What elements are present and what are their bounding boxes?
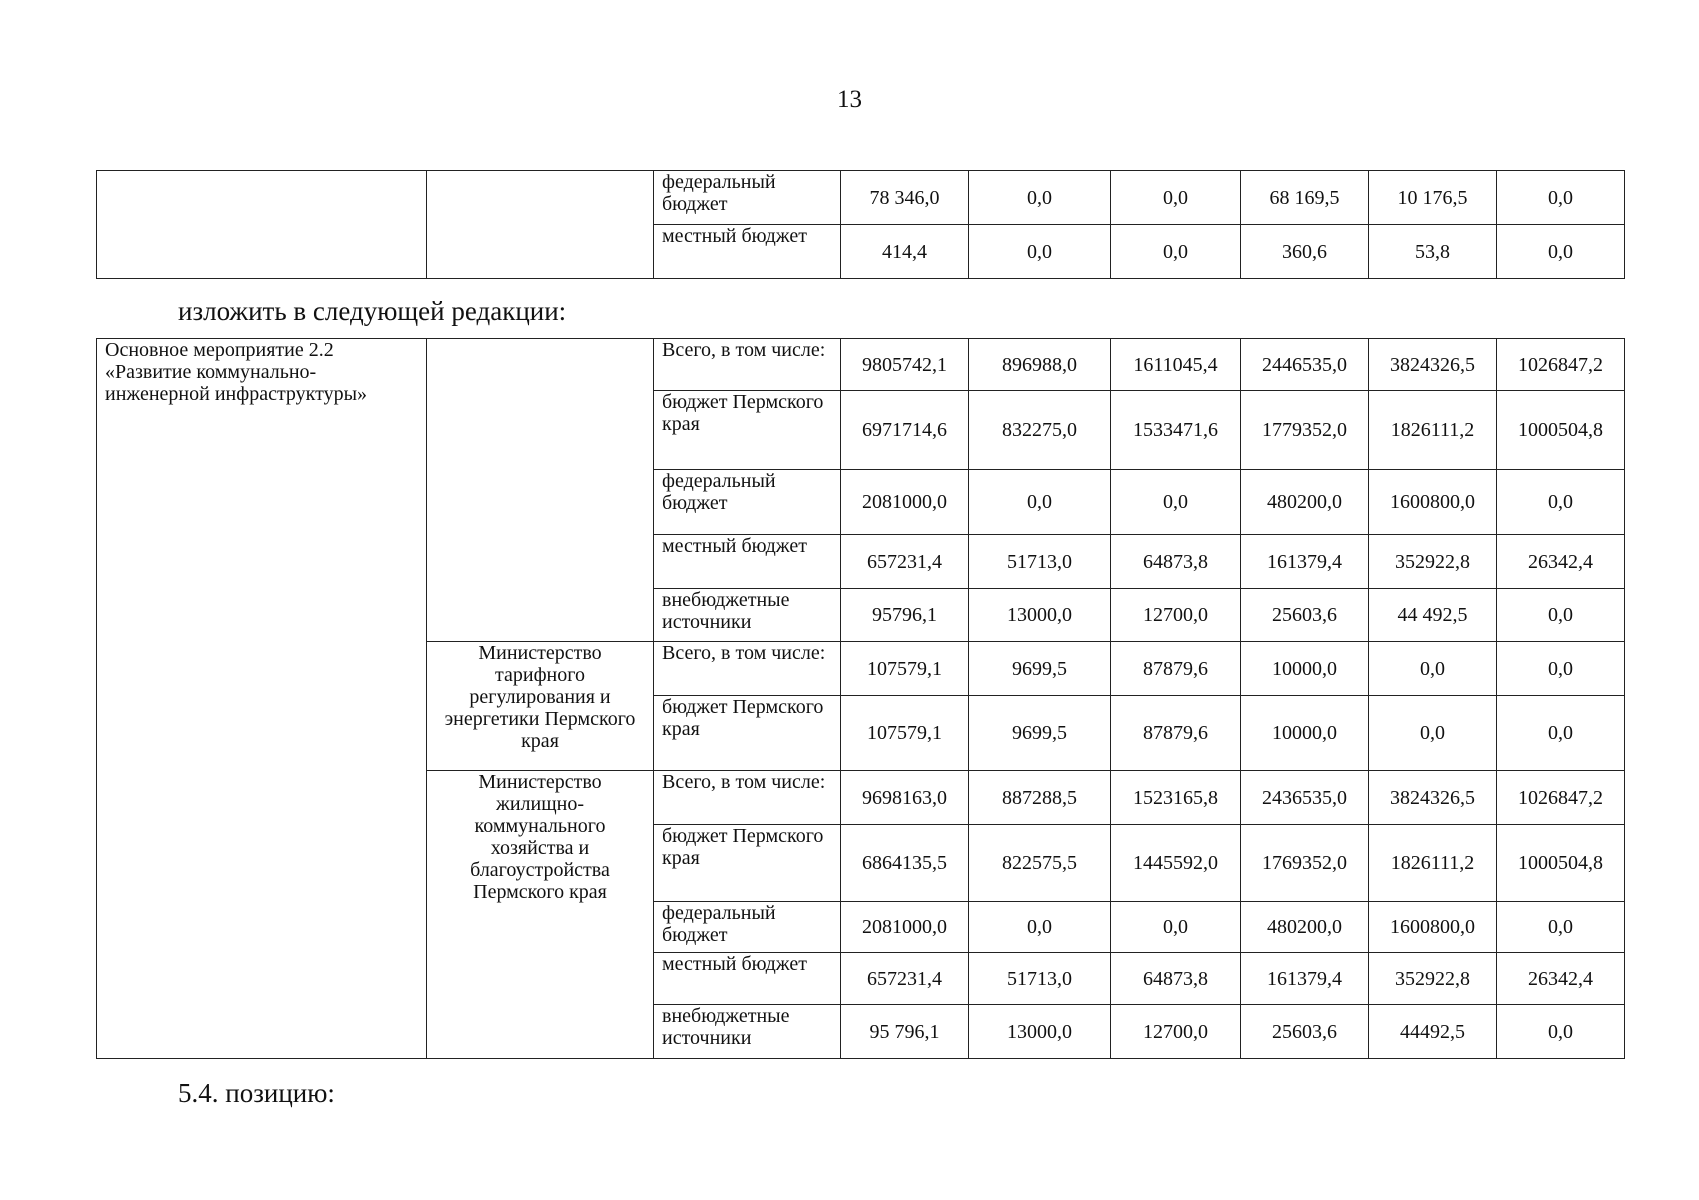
value-cell: 12700,0: [1111, 589, 1241, 642]
value-cell: 2436535,0: [1241, 771, 1369, 825]
value-cell: 44492,5: [1369, 1005, 1497, 1059]
value-cell: 2081000,0: [841, 470, 969, 535]
value-cell: 0,0: [1497, 225, 1625, 279]
table-row: [97, 171, 1625, 225]
value-cell: 26342,4: [1497, 535, 1625, 589]
value-cell: 13000,0: [969, 589, 1111, 642]
value-cell: 51713,0: [969, 535, 1111, 589]
value-cell: 352922,8: [1369, 535, 1497, 589]
funding-source: бюджет Пермского края: [654, 825, 841, 902]
value-cell: 161379,4: [1241, 953, 1369, 1005]
funding-source: внебюджетные источники: [654, 1005, 841, 1059]
value-cell: 0,0: [1497, 696, 1625, 771]
value-cell: 87879,6: [1111, 642, 1241, 696]
funding-source: местный бюджет: [654, 225, 841, 279]
funding-source: федеральный бюджет: [654, 902, 841, 953]
value-cell: 25603,6: [1241, 1005, 1369, 1059]
value-cell: 9699,5: [969, 696, 1111, 771]
value-cell: 0,0: [969, 225, 1111, 279]
funding-source: федеральный бюджет: [654, 470, 841, 535]
value-cell: 0,0: [1497, 642, 1625, 696]
paragraph-section: 5.4. позицию:: [178, 1078, 335, 1108]
value-cell: 10 176,5: [1369, 171, 1497, 225]
value-cell: 480200,0: [1241, 470, 1369, 535]
value-cell: 3824326,5: [1369, 339, 1497, 391]
funding-source: внебюджетные источники: [654, 589, 841, 642]
value-cell: 51713,0: [969, 953, 1111, 1005]
value-cell: 657231,4: [841, 535, 969, 589]
value-cell: 0,0: [1111, 171, 1241, 225]
value-cell: 1600800,0: [1369, 902, 1497, 953]
value-cell: 25603,6: [1241, 589, 1369, 642]
value-cell: 87879,6: [1111, 696, 1241, 771]
value-cell: 0,0: [1111, 225, 1241, 279]
value-cell: 26342,4: [1497, 953, 1625, 1005]
value-cell: 0,0: [1497, 902, 1625, 953]
value-cell: 2081000,0: [841, 902, 969, 953]
value-cell: 10000,0: [1241, 642, 1369, 696]
funding-source: федеральный бюджет: [654, 171, 841, 225]
value-cell: 0,0: [969, 902, 1111, 953]
value-cell: 1769352,0: [1241, 825, 1369, 902]
value-cell: 107579,1: [841, 696, 969, 771]
paragraph-new-wording: изложить в следующей редакции:: [178, 296, 567, 326]
funding-source: местный бюджет: [654, 953, 841, 1005]
table-row: [97, 339, 1625, 391]
value-cell: 1445592,0: [1111, 825, 1241, 902]
budget-table: [96, 338, 1625, 1059]
value-cell: 44 492,5: [1369, 589, 1497, 642]
funding-source: Всего, в том числе:: [654, 642, 841, 696]
value-cell: 822575,5: [969, 825, 1111, 902]
value-cell: 360,6: [1241, 225, 1369, 279]
value-cell: 0,0: [1111, 902, 1241, 953]
value-cell: 657231,4: [841, 953, 969, 1005]
value-cell: 832275,0: [969, 391, 1111, 470]
value-cell: 10000,0: [1241, 696, 1369, 771]
value-cell: 95 796,1: [841, 1005, 969, 1059]
executor-cell: [427, 171, 654, 279]
value-cell: 2446535,0: [1241, 339, 1369, 391]
value-cell: 1826111,2: [1369, 825, 1497, 902]
value-cell: 6864135,5: [841, 825, 969, 902]
value-cell: 1026847,2: [1497, 771, 1625, 825]
value-cell: 0,0: [969, 171, 1111, 225]
executor-cell: Министерство жилищно-коммунального хозяйства и благоустройства Пермского края: [427, 771, 654, 1059]
value-cell: 1523165,8: [1111, 771, 1241, 825]
value-cell: 13000,0: [969, 1005, 1111, 1059]
value-cell: 1826111,2: [1369, 391, 1497, 470]
page-number: 13: [837, 86, 862, 113]
value-cell: 9805742,1: [841, 339, 969, 391]
value-cell: 887288,5: [969, 771, 1111, 825]
value-cell: 0,0: [1369, 642, 1497, 696]
value-cell: 6971714,6: [841, 391, 969, 470]
value-cell: 107579,1: [841, 642, 969, 696]
value-cell: 1026847,2: [1497, 339, 1625, 391]
value-cell: 1000504,8: [1497, 391, 1625, 470]
funding-source: бюджет Пермского края: [654, 696, 841, 771]
funding-source: местный бюджет: [654, 535, 841, 589]
value-cell: 9699,5: [969, 642, 1111, 696]
value-cell: 1611045,4: [1111, 339, 1241, 391]
executor-cell: [427, 339, 654, 642]
value-cell: 0,0: [1111, 470, 1241, 535]
value-cell: 161379,4: [1241, 535, 1369, 589]
value-cell: 53,8: [1369, 225, 1497, 279]
activity-cell: [97, 171, 427, 279]
value-cell: 0,0: [1497, 470, 1625, 535]
funding-source: Всего, в том числе:: [654, 771, 841, 825]
value-cell: 0,0: [1497, 171, 1625, 225]
value-cell: 64873,8: [1111, 953, 1241, 1005]
value-cell: 0,0: [1369, 696, 1497, 771]
value-cell: 1600800,0: [1369, 470, 1497, 535]
value-cell: 896988,0: [969, 339, 1111, 391]
value-cell: 3824326,5: [1369, 771, 1497, 825]
value-cell: 68 169,5: [1241, 171, 1369, 225]
value-cell: 78 346,0: [841, 171, 969, 225]
value-cell: 1779352,0: [1241, 391, 1369, 470]
value-cell: 12700,0: [1111, 1005, 1241, 1059]
value-cell: 414,4: [841, 225, 969, 279]
value-cell: 0,0: [1497, 589, 1625, 642]
previous-budget-table: [96, 170, 1625, 279]
funding-source: бюджет Пермского края: [654, 391, 841, 470]
activity-cell: Основное мероприятие 2.2 «Развитие коммунально-инженерной инфраструктуры»: [97, 339, 427, 1059]
value-cell: 480200,0: [1241, 902, 1369, 953]
value-cell: 0,0: [969, 470, 1111, 535]
value-cell: 0,0: [1497, 1005, 1625, 1059]
value-cell: 95796,1: [841, 589, 969, 642]
value-cell: 1000504,8: [1497, 825, 1625, 902]
funding-source: Всего, в том числе:: [654, 339, 841, 391]
value-cell: 352922,8: [1369, 953, 1497, 1005]
value-cell: 9698163,0: [841, 771, 969, 825]
executor-cell: Министерство тарифного регулирования и энергетики Пермского края: [427, 642, 654, 771]
value-cell: 64873,8: [1111, 535, 1241, 589]
value-cell: 1533471,6: [1111, 391, 1241, 470]
